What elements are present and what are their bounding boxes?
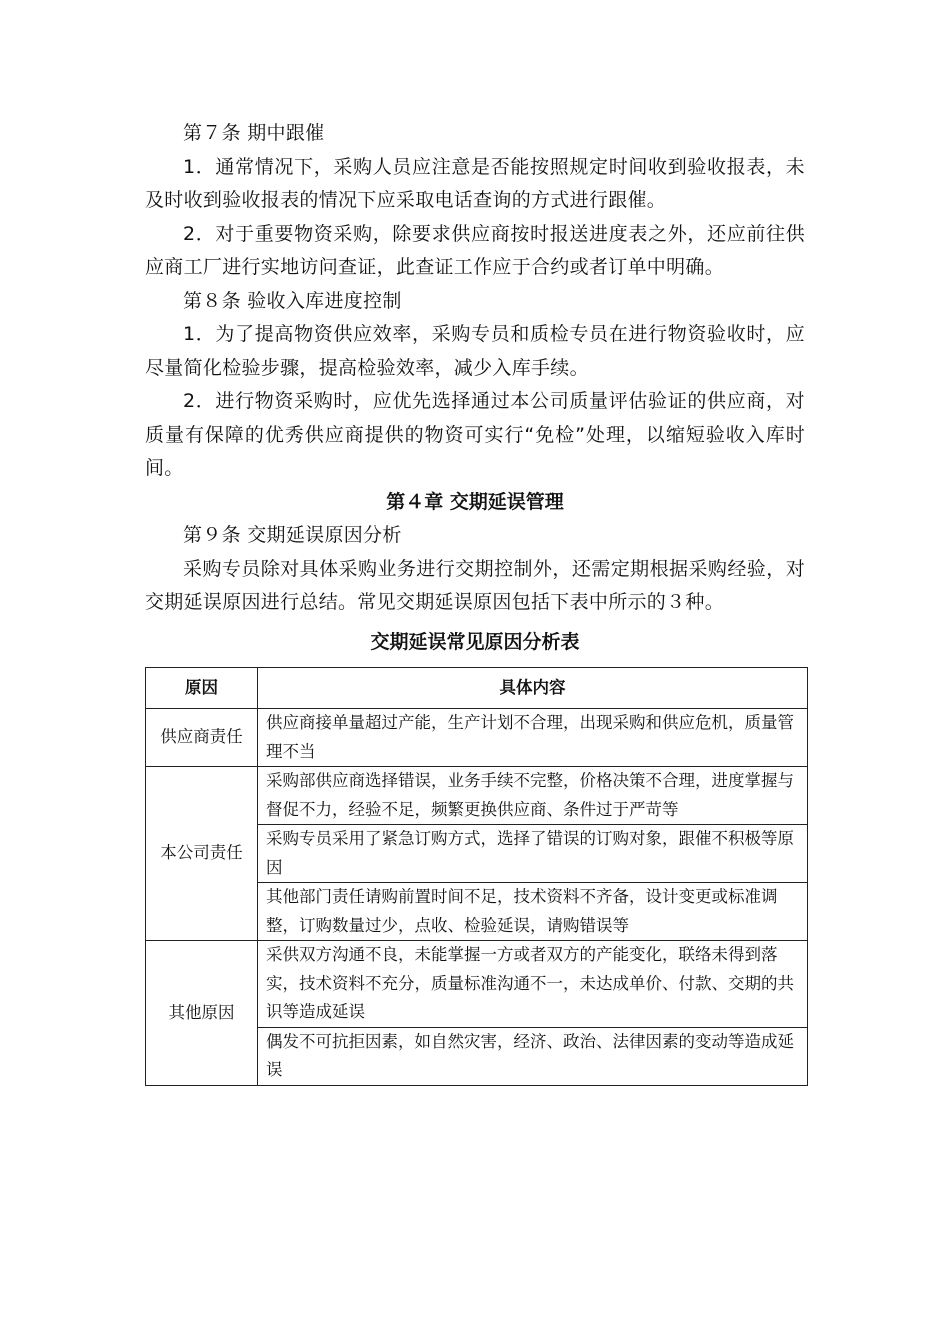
- table-header-row: [146, 668, 808, 709]
- reason-cell: 本公司责任: [146, 767, 258, 941]
- detail-cell: 采购专员采用了紧急订购方式，选择了错误的订购对象，跟催不积极等原因: [258, 825, 808, 883]
- table-title: 交期延误常见原因分析表: [370, 630, 580, 653]
- article-9-heading: 第９条 交期延误原因分析: [183, 524, 402, 546]
- reason-cell: 其他原因: [146, 941, 258, 1086]
- detail-cell: 供应商接单量超过产能，生产计划不合理，出现采购和供应危机，质量管理不当: [258, 709, 808, 767]
- article-8-item-2: 2．进行物资采购时，应优先选择通过本公司质量评估验证的供应商，对质量有保障的优秀供应商提供的物资可实行“免检”处理，以缩短验收入库时间。: [145, 390, 805, 479]
- detail-cell: 采购部供应商选择错误，业务手续不完整，价格决策不合理，进度掌握与督促不力，经验不足，频繁更换供应商、条件过于严苛等: [258, 767, 808, 825]
- document-content: [145, 117, 805, 1086]
- article-8-item-1: 1．为了提高物资供应效率，采购专员和质检专员在进行物资验收时，应尽量简化检验步骤，提高检验效率，减少入库手续。: [145, 323, 805, 379]
- article-9-body: 采购专员除对具体采购业务进行交期控制外，还需定期根据采购经验，对交期延误原因进行总结。常见交期延误原因包括下表中所示的３种。: [145, 557, 805, 613]
- chapter-4-title: 第４章 交期延误管理: [386, 490, 564, 513]
- table-row: [146, 767, 808, 825]
- table-row: [146, 709, 808, 767]
- article-8-heading: 第８条 验收入库进度控制: [183, 289, 402, 312]
- detail-cell: 偶发不可抗拒因素，如自然灾害，经济、政治、法律因素的变动等造成延误: [258, 1027, 808, 1085]
- table-row: [146, 941, 808, 1028]
- delay-reasons-table: [145, 667, 808, 1086]
- article-7-item-1: 1．通常情况下，采购人员应注意是否能按照规定时间收到验收报表，未及时收到验收报表的情况下应采取电话查询的方式进行跟催。: [145, 155, 805, 211]
- detail-cell: 其他部门责任请购前置时间不足，技术资料不齐备，设计变更或标准调整，订购数量过少，点收、检验延误，请购错误等: [258, 883, 808, 941]
- reason-cell: 供应商责任: [146, 709, 258, 767]
- header-details: 具体内容: [258, 668, 808, 709]
- header-reason: 原因: [146, 668, 258, 709]
- article-7-item-2: 2．对于重要物资采购，除要求供应商按时报送进度表之外，还应前往供应商工厂进行实地访问查证，此查证工作应于合约或者订单中明确。: [145, 222, 805, 278]
- article-7-heading: 第７条 期中跟催: [183, 122, 325, 144]
- detail-cell: 采供双方沟通不良，未能掌握一方或者双方的产能变化，联络未得到落实，技术资料不充分，质量标准沟通不一，未达成单价、付款、交期的共识等造成延误: [258, 941, 808, 1028]
